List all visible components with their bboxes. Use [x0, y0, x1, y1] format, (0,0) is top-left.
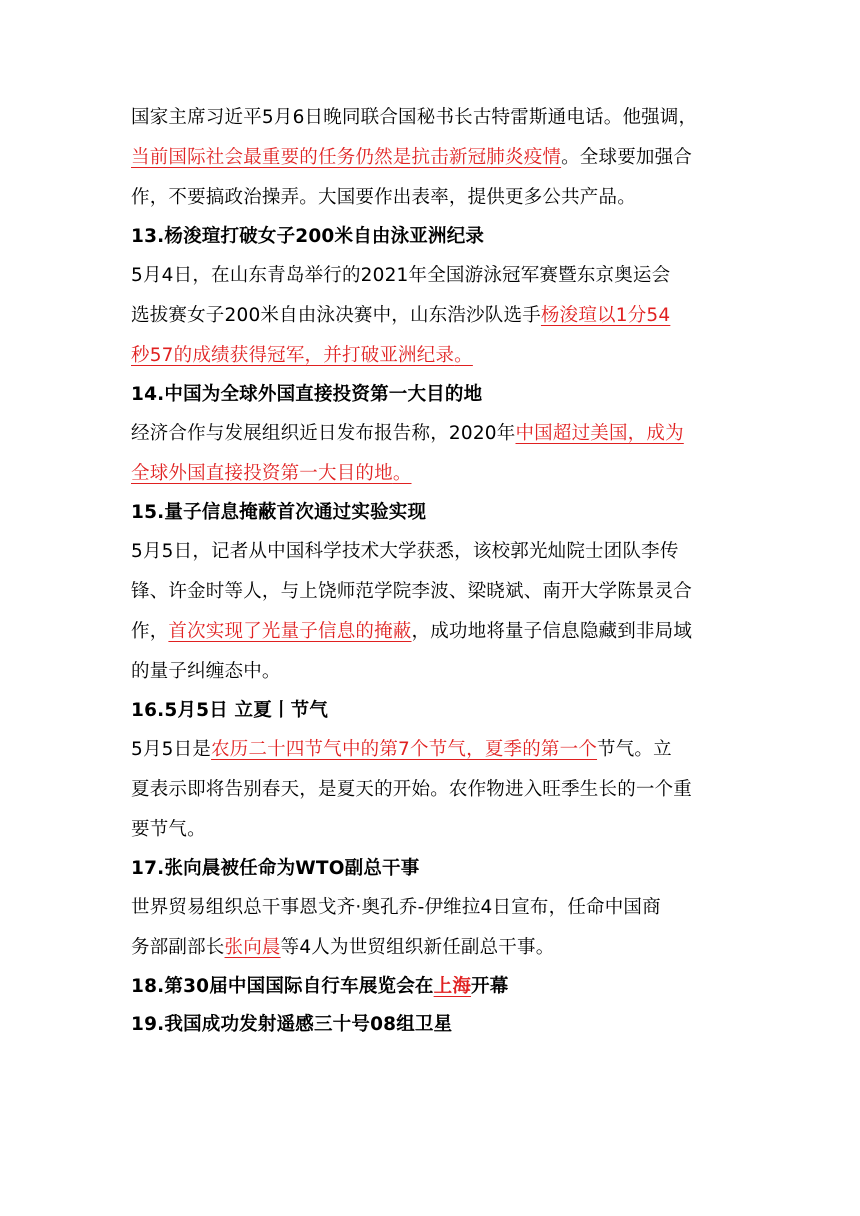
highlighted-text: 全球外国直接投资第一大目的地 — [131, 463, 393, 484]
text-segment: 5月5日是 — [131, 739, 212, 760]
text-segment: 5月4日，在山东青岛举行的2021年全国游泳冠军赛暨东京奥运会 — [131, 265, 671, 286]
body-text-line — [131, 296, 731, 336]
highlighted-text: 。 — [454, 345, 473, 366]
text-segment: 选拔赛女子200米自由泳决赛中，山东浩沙队选手 — [131, 305, 541, 326]
highlighted-text: 。 — [392, 463, 412, 484]
highlighted-text: 农历二十四节气中的第7个节气，夏季的第一个 — [211, 739, 598, 760]
body-text-line — [131, 810, 731, 850]
text-segment: 等4人为世贸组织新任副总干事。 — [280, 937, 555, 958]
body-text-line — [131, 770, 731, 810]
body-text-line — [131, 414, 731, 454]
body-text-line — [131, 138, 731, 178]
section-heading — [131, 1006, 731, 1044]
text-segment: 14.中国为全球外国直接投资第一大目的地 — [131, 384, 483, 405]
body-text-line — [131, 256, 731, 296]
body-text-line — [131, 98, 731, 138]
text-segment: 要节气。 — [131, 819, 206, 840]
highlighted-text: 当前国际社会最重要的任务仍然是抗击新冠肺炎疫情 — [131, 147, 562, 168]
section-heading — [131, 968, 731, 1006]
body-text-line — [131, 454, 731, 494]
text-segment: 17.张向晨被任命为WTO副总干事 — [131, 858, 420, 879]
text-segment: 5月5日，记者从中国科学技术大学获悉，该校郭光灿院士团队李传 — [131, 541, 679, 562]
text-segment: 锋、许金时等人，与上饶师范学院李波、梁晓斌、南开大学陈景灵合 — [131, 581, 693, 602]
body-text-line — [131, 336, 731, 376]
text-segment: 作， — [131, 621, 169, 642]
text-segment: 国家主席习近平5月6日晚同联合国秘书长古特雷斯通电话。他强调， — [131, 107, 698, 128]
highlighted-text: 上海 — [433, 976, 472, 997]
text-segment: 13.杨浚瑄打破女子200米自由泳亚洲纪录 — [131, 226, 485, 247]
highlighted-text: 中国超过美国，成为 — [515, 423, 684, 444]
body-text-line — [131, 928, 731, 968]
body-text-line — [131, 730, 731, 770]
text-segment: 务部副部长 — [131, 937, 225, 958]
highlighted-text: 秒57的成绩获得冠军，并打破亚洲纪录 — [131, 345, 455, 366]
highlighted-text: 杨浚瑄以1分54 — [540, 305, 671, 326]
highlighted-text: 首次实现了光量子信息的掩蔽 — [168, 621, 412, 642]
text-segment: 。全球要加强合 — [561, 147, 693, 168]
text-segment: 16.5月5日 立夏丨节气 — [131, 700, 329, 721]
text-segment: 18.第30届中国国际自行车展览会在 — [131, 976, 434, 997]
section-heading — [131, 376, 731, 414]
text-segment: 15.量子信息掩蔽首次通过实验实现 — [131, 502, 427, 523]
news-content — [131, 98, 731, 1044]
text-segment: 作，不要搞政治操弄。大国要作出表率，提供更多公共产品。 — [131, 187, 636, 208]
text-segment: ，成功地将量子信息隐藏到非局域 — [411, 621, 693, 642]
text-segment: 经济合作与发展组织近日发布报告称，2020年 — [131, 423, 516, 444]
text-segment: 开幕 — [471, 976, 509, 997]
highlighted-text: 张向晨 — [224, 937, 281, 958]
section-heading — [131, 218, 731, 256]
text-segment: 世界贸易组织总干事恩戈齐·奥孔乔-伊维拉4日宣布，任命中国商 — [131, 897, 661, 918]
section-heading — [131, 494, 731, 532]
body-text-line — [131, 572, 731, 612]
body-text-line — [131, 178, 731, 218]
section-heading — [131, 850, 731, 888]
body-text-line — [131, 652, 731, 692]
text-segment: 19.我国成功发射遥感三十号08组卫星 — [131, 1014, 453, 1035]
body-text-line — [131, 888, 731, 928]
text-segment: 节气。立 — [597, 739, 672, 760]
body-text-line — [131, 532, 731, 572]
text-segment: 夏表示即将告别春天，是夏天的开始。农作物进入旺季生长的一个重 — [131, 779, 693, 800]
text-segment: 的量子纠缠态中。 — [131, 661, 281, 682]
body-text-line — [131, 612, 731, 652]
section-heading — [131, 692, 731, 730]
